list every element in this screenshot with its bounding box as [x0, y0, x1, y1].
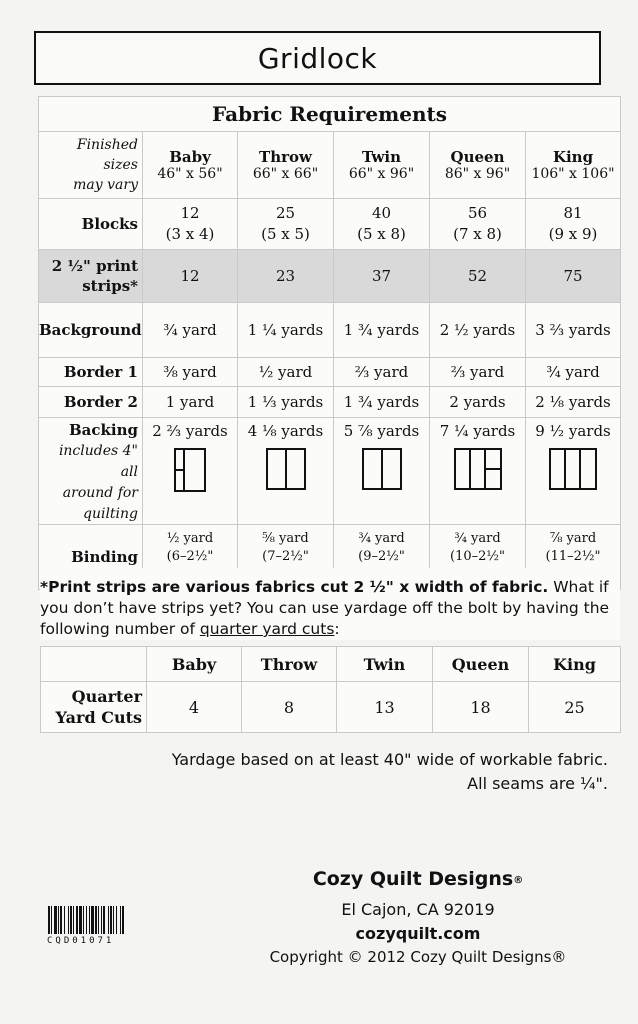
binding-cell: ¾ yard (10–2½" [430, 525, 526, 590]
border1-cell: ⅜ yard [143, 358, 238, 387]
binding-cell: ¾ yard (9–2½" [334, 525, 430, 590]
yardage-note: Yardage based on at least 40" wide of workable fabric. [171, 750, 608, 769]
backing-2-panel-icon [266, 448, 306, 490]
backing-label: Backing includes 4" all around for quilting [39, 418, 143, 525]
copyright-line: Copyright © 2012 Cozy Quilt Designs® [269, 948, 567, 966]
border2-cell: 2 ⅛ yards [526, 387, 621, 418]
print-strips-cell: 37 [334, 250, 430, 303]
qc-size-header: Baby [147, 647, 242, 682]
print-strips-note: *Print strips are various fabrics cut 2 ½" x width of fabric. What if you don’t have strips yet? You can use yardage off the bolt by having the following number of quarter yard cuts: [40, 568, 620, 640]
qc-value-cell: 25 [529, 682, 621, 733]
qc-value-cell: 13 [337, 682, 433, 733]
background-cell: 1 ¼ yards [238, 303, 334, 358]
qc-size-header: Twin [337, 647, 433, 682]
background-cell: 3 ⅔ yards [526, 303, 621, 358]
qc-value-cell: 18 [433, 682, 529, 733]
backing-cell: 5 ⅞ yards [334, 418, 430, 525]
qc-value-cell: 4 [147, 682, 242, 733]
background-cell: 2 ½ yards [430, 303, 526, 358]
yardage-footnotes [172, 748, 608, 796]
blocks-cell: 56 (7 x 8) [430, 199, 526, 250]
border1-cell: ½ yard [238, 358, 334, 387]
size-header: Throw 66" x 66" [238, 132, 334, 199]
print-strips-cell: 12 [143, 250, 238, 303]
backing-cell: 9 ½ yards [526, 418, 621, 525]
backing-cell: 4 ⅛ yards [238, 418, 334, 525]
border2-cell: 1 yard [143, 387, 238, 418]
empty-header-cell [41, 647, 147, 682]
qc-size-header: King [529, 647, 621, 682]
blocks-label: Blocks [39, 199, 143, 250]
pattern-title: Gridlock [257, 41, 378, 75]
border1-cell: ⅔ yard [334, 358, 430, 387]
border2-label: Border 2 [39, 387, 143, 418]
print-strips-label: 2 ½" print strips* [39, 250, 143, 303]
binding-cell: ⅞ yard (11–2½" [526, 525, 621, 590]
barcode-text: CQD01071 [47, 936, 115, 946]
backing-3-panel-pieced-icon [454, 448, 502, 490]
company-address: El Cajon, CA 92019 [341, 900, 495, 919]
binding-cell: ½ yard (6–2½" [143, 525, 238, 590]
blocks-cell: 12 (3 x 4) [143, 199, 238, 250]
company-website: cozyquilt.com [355, 924, 481, 943]
pattern-title-box [34, 31, 601, 85]
backing-2-panel-icon [362, 448, 402, 490]
seams-note: All seams are ¼". [467, 774, 608, 793]
border1-label: Border 1 [39, 358, 143, 387]
background-label: Background [39, 303, 143, 358]
fabric-requirements-heading: Fabric Requirements [39, 97, 621, 132]
border1-cell: ¾ yard [526, 358, 621, 387]
finished-sizes-label: Finished sizes may vary [39, 132, 143, 199]
print-strips-cell: 23 [238, 250, 334, 303]
binding-label: Binding [39, 525, 143, 590]
qc-value-cell: 8 [242, 682, 337, 733]
size-header: King 106" x 106" [526, 132, 621, 199]
qc-size-header: Queen [433, 647, 529, 682]
blocks-cell: 40 (5 x 8) [334, 199, 430, 250]
barcode-icon [47, 906, 187, 936]
background-cell: 1 ¾ yards [334, 303, 430, 358]
size-header: Twin 66" x 96" [334, 132, 430, 199]
qc-size-header: Throw [242, 647, 337, 682]
backing-cell: 2 ⅔ yards [143, 418, 238, 525]
fabric-requirements-table [38, 96, 621, 590]
backing-3-panel-icon [549, 448, 597, 490]
quarter-yard-cuts-label: Quarter Yard Cuts [41, 682, 147, 733]
backing-cell: 7 ¼ yards [430, 418, 526, 525]
binding-cell: ⅝ yard (7–2½" [238, 525, 334, 590]
blocks-cell: 25 (5 x 5) [238, 199, 334, 250]
size-header: Baby 46" x 56" [143, 132, 238, 199]
print-strips-cell: 52 [430, 250, 526, 303]
backing-2-panel-offset-icon [174, 448, 206, 492]
quarter-yard-cuts-table [40, 646, 621, 733]
blocks-cell: 81 (9 x 9) [526, 199, 621, 250]
border2-cell: 1 ¾ yards [334, 387, 430, 418]
size-header: Queen 86" x 96" [430, 132, 526, 199]
border1-cell: ⅔ yard [430, 358, 526, 387]
border2-cell: 2 yards [430, 387, 526, 418]
print-strips-cell: 75 [526, 250, 621, 303]
border2-cell: 1 ⅓ yards [238, 387, 334, 418]
company-name: Cozy Quilt Designs® [312, 868, 524, 890]
background-cell: ¾ yard [143, 303, 238, 358]
